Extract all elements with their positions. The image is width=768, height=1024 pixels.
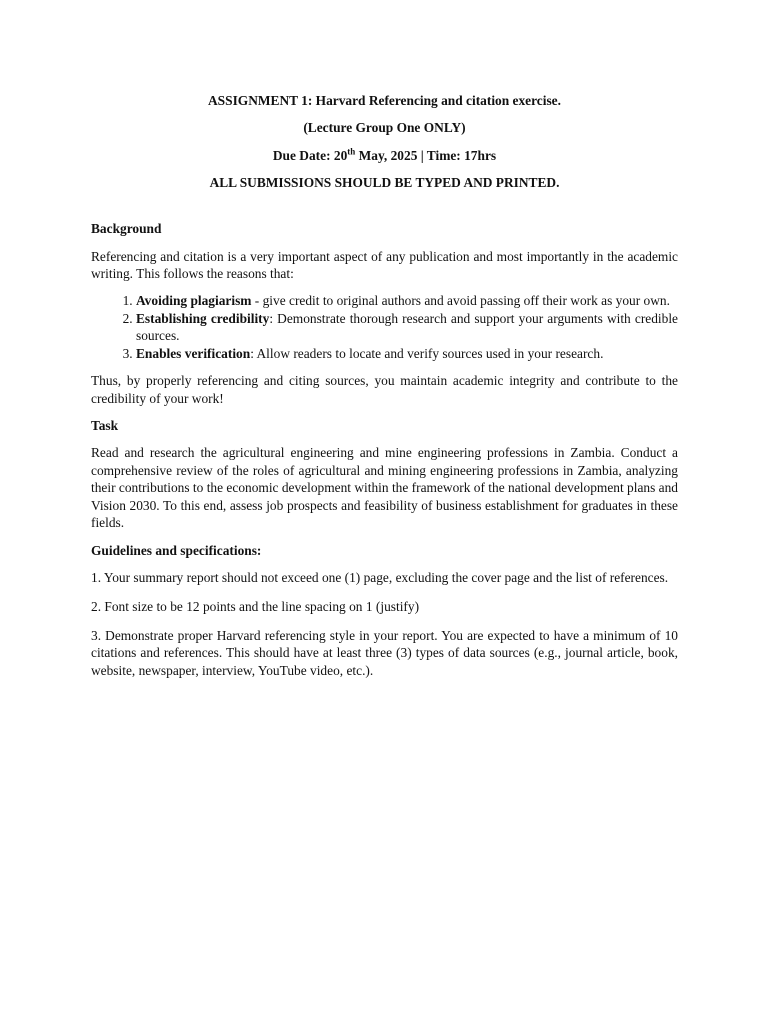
reason-term: Avoiding plagiarism xyxy=(136,293,252,309)
task-body: Read and research the agricultural engineering and mine engineering professions in Zambia. Conduct a comprehensive review of the roles of agricultural and mining engineering professions in Zambia, analyzing their contributions to the economic development within the framework of the national development plans and Vision 2030. To this end, assess job prospects and feasibility of business establishment for graduates in these fields. xyxy=(91,445,678,531)
lecture-group: (Lecture Group One ONLY) xyxy=(303,120,466,136)
guidelines-heading: Guidelines and specifications: xyxy=(91,542,262,558)
reason-term: Enables verification xyxy=(136,345,251,361)
due-date xyxy=(91,147,678,165)
reason-text: : Demonstrate thorough research and support your arguments with credible sources. xyxy=(136,310,678,344)
background-heading: Background xyxy=(91,221,162,237)
due-date-ordinal: th xyxy=(347,146,356,157)
list-item xyxy=(136,310,678,345)
reason-text: : Allow readers to locate and verify sources used in your research. xyxy=(250,345,604,361)
due-date-suffix: May, 2025 | Time: 17hrs xyxy=(355,147,497,163)
list-item xyxy=(136,345,678,363)
assignment-title: ASSIGNMENT 1: Harvard Referencing and citation exercise. xyxy=(208,93,561,108)
submission-notice: ALL SUBMISSIONS SHOULD BE TYPED AND PRINTED. xyxy=(209,174,560,190)
document-header xyxy=(91,0,678,191)
background-conclusion: Thus, by properly referencing and citing sources, you maintain academic integrity and contribute to the credibility of your work! xyxy=(91,373,678,406)
task-heading: Task xyxy=(91,418,119,434)
due-date-prefix: Due Date: 20 xyxy=(272,147,348,163)
list-item xyxy=(136,292,678,310)
reasons-list xyxy=(91,292,678,362)
guideline-item: 1. Your summary report should not exceed one (1) page, excluding the cover page and the list of references. xyxy=(91,569,669,585)
reason-term: Establishing credibility xyxy=(136,310,270,326)
background-intro: Referencing and citation is a very important aspect of any publication and most importantly in the academic writing. This follows the reasons that: xyxy=(91,248,678,282)
reason-text: - give credit to original authors and avoid passing off their work as your own. xyxy=(251,293,670,309)
guideline-item: 3. Demonstrate proper Harvard referencing style in your report. You are expected to have a minimum of 10 citations and references. This should have at least three (3) types of data sources (e.g., journal article, book, website, newspaper, interview, YouTube video, etc.). xyxy=(91,627,678,678)
guideline-item: 2. Font size to be 12 points and the line spacing on 1 (justify) xyxy=(91,598,420,614)
